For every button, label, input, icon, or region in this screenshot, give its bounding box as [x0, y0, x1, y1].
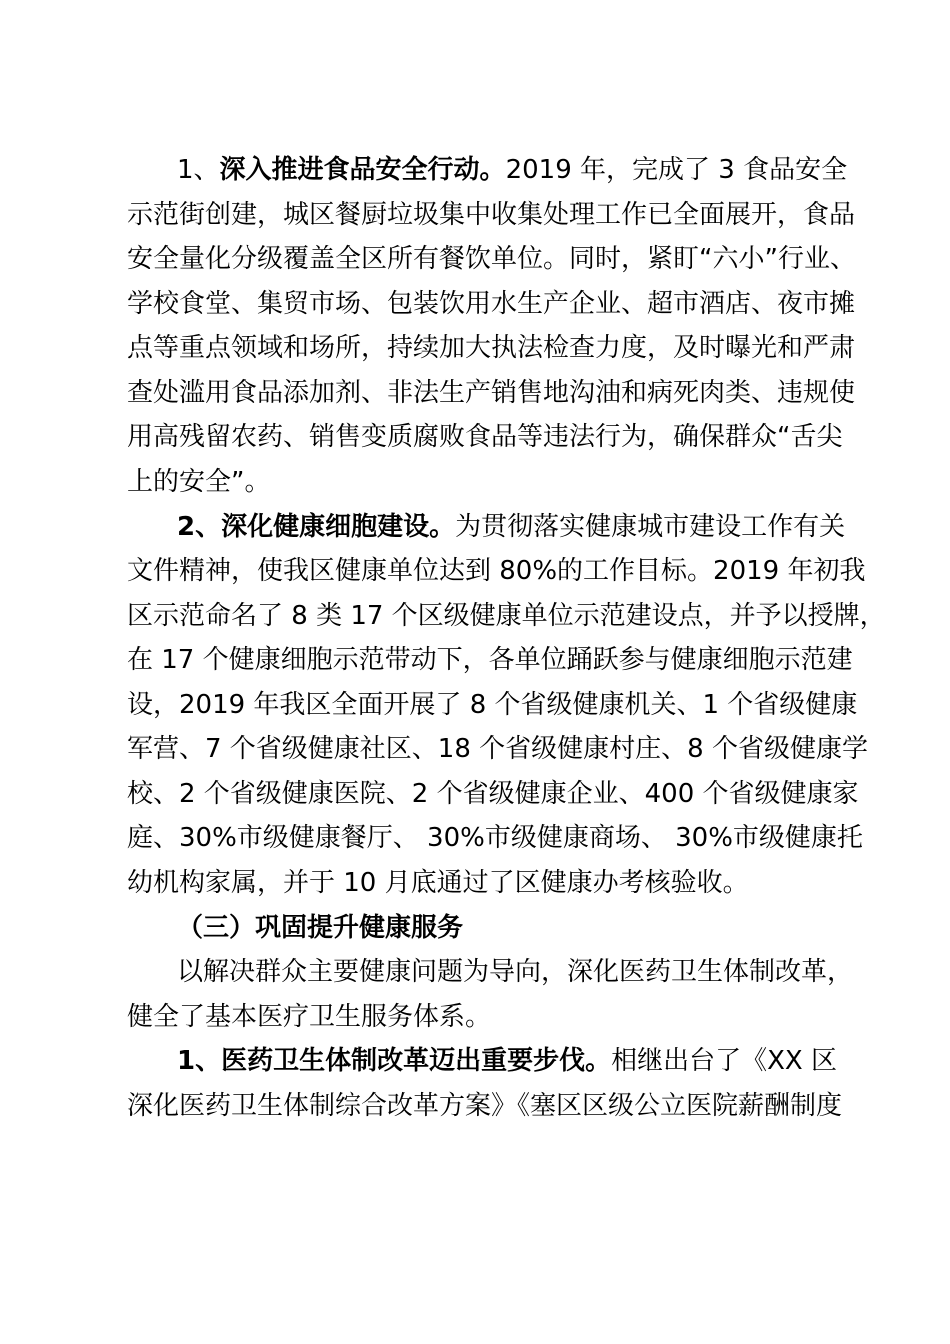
paragraph-1-line-8: 上的安全”。 — [127, 467, 271, 497]
paragraph-2-line-2: 文件精神，使我区健康单位达到 80%的工作目标。2019 年初我 — [127, 556, 866, 586]
paragraph-2-line-7: 校、2 个省级健康医院、2 个省级健康企业、400 个省级健康家 — [127, 779, 859, 809]
paragraph-1-line-1 — [177, 153, 848, 187]
section-heading: （三）巩固提升健康服务 — [177, 913, 464, 943]
paragraph-1-line-2: 示范街创建，城区餐厨垃圾集中收集处理工作已全面展开，食品 — [127, 200, 856, 230]
paragraph-1-line-4: 学校食堂、集贸市场、包装饮用水生产企业、超市酒店、夜市摊 — [127, 289, 856, 319]
section-heading: 深入推进食品安全行动。 — [219, 155, 506, 185]
body-text: 相继出台了《XX 区 — [611, 1046, 837, 1076]
paragraph-4-line-2: 深化医药卫生体制综合改革方案》《塞区区级公立医院薪酬制度 — [127, 1091, 843, 1121]
list-number: 1、 — [177, 155, 220, 185]
paragraph-1-line-5: 点等重点领域和场所，持续加大执法检查力度，及时曝光和严肃 — [127, 333, 856, 363]
paragraph-1-line-7: 用高残留农药、销售变质腐败食品等违法行为，确保群众“舌尖 — [127, 422, 843, 452]
section-heading: 2、深化健康细胞建设。 — [177, 512, 456, 542]
paragraph-2-line-1 — [177, 510, 846, 544]
paragraph-3-line-1: 以解决群众主要健康问题为导向，深化医药卫生体制改革， — [177, 957, 854, 987]
body-text: 为贯彻落实健康城市建设工作有关 — [455, 512, 846, 542]
paragraph-2-line-3: 区示范命名了 8 类 17 个区级健康单位示范建设点，并予以授牌， — [127, 601, 886, 631]
paragraph-3-line-2: 健全了基本医疗卫生服务体系。 — [127, 1002, 492, 1032]
body-text: 2019 年，完成了 3 食品安全 — [505, 155, 848, 185]
paragraph-2-line-5: 设，2019 年我区全面开展了 8 个省级健康机关、1 个省级健康 — [127, 690, 858, 720]
section-title-3 — [177, 911, 833, 945]
paragraph-2-line-6: 军营、7 个省级健康社区、18 个省级健康村庄、8 个省级健康学 — [127, 734, 868, 764]
paragraph-2-line-4: 在 17 个健康细胞示范带动下，各单位踊跃参与健康细胞示范建 — [127, 645, 853, 675]
paragraph-4-line-1 — [177, 1044, 837, 1078]
paragraph-2-line-8: 庭、30%市级健康餐厅、 30%市级健康商场、 30%市级健康托 — [127, 823, 863, 853]
paragraph-1-line-6: 查处滥用食品添加剂、非法生产销售地沟油和病死肉类、违规使 — [127, 378, 856, 408]
paragraph-2-line-9: 幼机构家属，并于 10 月底通过了区健康办考核验收。 — [127, 868, 749, 898]
section-heading: 1、医药卫生体制改革迈出重要步伐。 — [177, 1046, 612, 1076]
paragraph-1-line-3: 安全量化分级覆盖全区所有餐饮单位。同时，紧盯“六小”行业、 — [127, 244, 856, 274]
